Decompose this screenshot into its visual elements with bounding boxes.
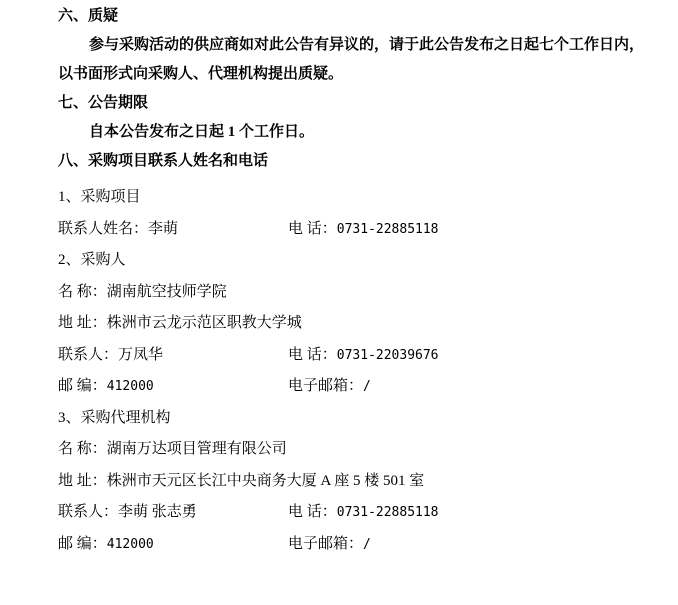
item-1-contact-name-value: 李萌: [148, 220, 179, 237]
agency-email: [288, 529, 371, 561]
purchaser-name-value: 湖南航空技师学院: [106, 283, 227, 300]
item-3-address-row: [58, 466, 678, 498]
item-2-contact-row: [58, 340, 678, 372]
item-2-address-row: [58, 308, 678, 340]
agency-address-label: 地 址：: [58, 472, 107, 489]
item-3-zip-email-row: [58, 529, 678, 561]
purchaser-zip-label: 邮 编：: [58, 378, 107, 394]
section-6-heading: 六、质疑: [58, 8, 119, 24]
agency-name-label: 名 称：: [58, 441, 107, 457]
purchaser-email-label: 电子邮箱：: [288, 378, 364, 394]
purchaser-email: [288, 371, 371, 403]
item-1-title: 1、采购项目: [58, 189, 141, 205]
agency-phone: [288, 497, 439, 529]
purchaser-phone-value: 0731-22039676: [336, 347, 439, 363]
bold-sections-block: [58, 2, 678, 176]
item-3-title: 3、采购代理机构: [58, 409, 171, 426]
objection-paragraph-line-1: 参与采购活动的供应商如对此公告有异议的，请于此公告发布之日起七个工作日内，: [89, 37, 645, 53]
item-1-phone-label: 电 话：: [288, 220, 337, 237]
item-3-contact-row: [58, 497, 678, 529]
section-7-heading: 七、公告期限: [58, 95, 149, 111]
purchaser-email-value: /: [363, 379, 371, 394]
agency-email-value: /: [363, 536, 371, 552]
announcement-period-paragraph: 自本公告发布之日起 1 个工作日。: [89, 124, 315, 140]
agency-zip-value: 412000: [106, 536, 154, 552]
agency-zip-label: 邮 编：: [58, 535, 107, 552]
item-3-name-row: [58, 434, 678, 466]
purchaser-contact-value: 万凤华: [118, 346, 164, 363]
agency-contact-label: 联系人：: [58, 504, 119, 520]
purchaser-zip-value: 412000: [106, 379, 154, 394]
agency-contact-value: 李萌 张志勇: [118, 504, 197, 520]
item-2-name-row: [58, 277, 678, 309]
purchaser-contact-label: 联系人：: [58, 346, 119, 363]
item-2-title: 2、采购人: [58, 252, 126, 268]
purchaser-phone-label: 电 话：: [288, 346, 337, 363]
agency-phone-value: 0731-22885118: [336, 505, 439, 520]
item-1-phone-value: 0731-22885118: [336, 221, 439, 237]
objection-paragraph-line-2: 以书面形式向采购人、代理机构提出质疑。: [58, 66, 344, 82]
agency-phone-label: 电 话：: [288, 504, 337, 520]
purchaser-name-label: 名 称：: [58, 283, 107, 300]
item-1-contact-name-label: 联系人姓名：: [58, 220, 149, 237]
purchaser-address-value: 株洲市云龙示范区职教大学城: [106, 315, 302, 331]
agency-email-label: 电子邮箱：: [288, 535, 364, 552]
agency-address-value: 株洲市天元区长江中央商务大厦 A 座 5 楼 501 室: [106, 472, 425, 489]
item-1-phone: [288, 214, 439, 246]
section-8-heading: 八、采购项目联系人姓名和电话: [58, 153, 269, 169]
agency-name-value: 湖南万达项目管理有限公司: [106, 441, 287, 457]
item-2-zip-email-row: [58, 371, 678, 403]
contact-details-block: [58, 182, 678, 560]
purchaser-address-label: 地 址：: [58, 315, 107, 331]
purchaser-phone: [288, 340, 439, 372]
item-1-contact-row: [58, 214, 678, 246]
